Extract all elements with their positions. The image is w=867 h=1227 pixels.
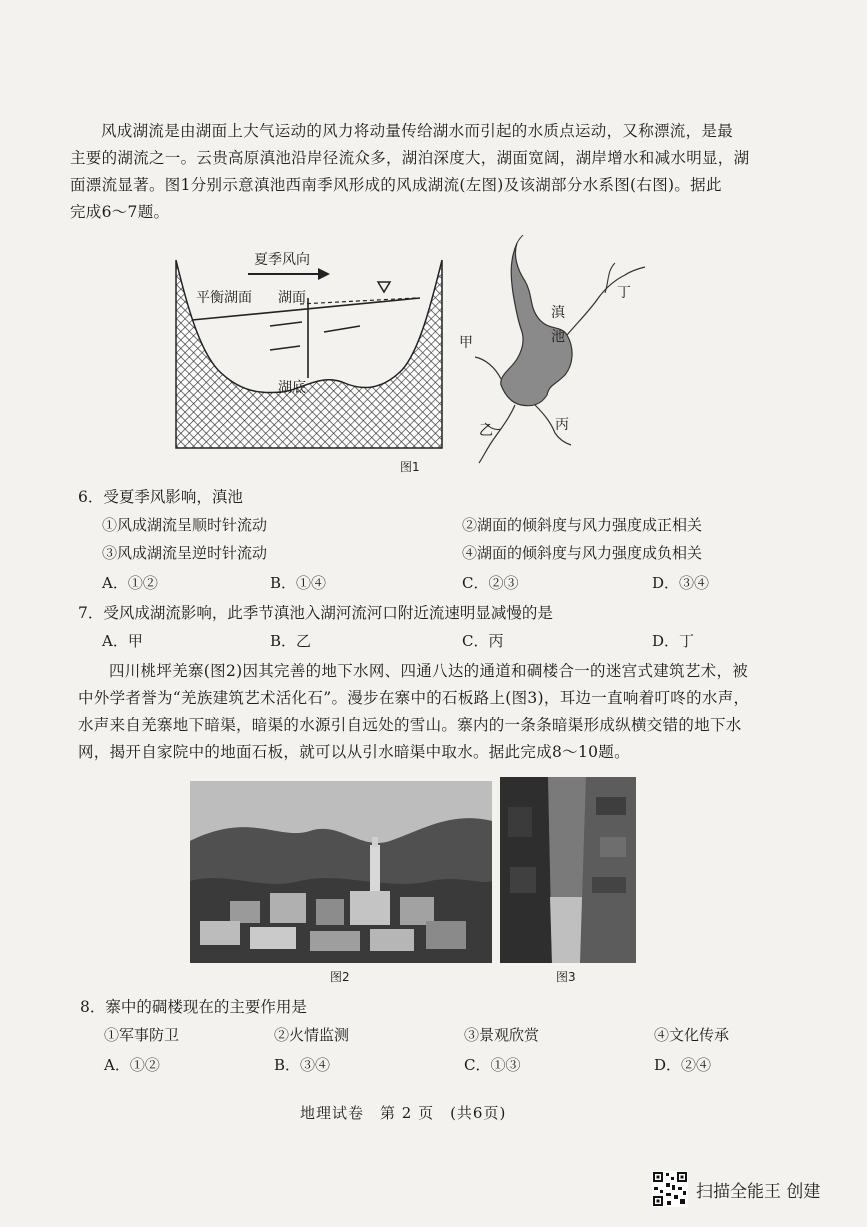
- passage-2-line: 网，揭开自家院中的地面石板，就可以从引水暗渠中取水。据此完成8～10题。: [78, 743, 630, 761]
- q6-item-4: ④湖面的倾斜度与风力强度成负相关: [462, 544, 703, 562]
- figure-1-dianchi-map: [455, 235, 655, 465]
- passage-2-line: 水声来自羌寨地下暗渠，暗渠的水源引自远处的雪山。寨内的一条条暗渠形成纵横交错的地下水: [78, 716, 742, 734]
- figure-2-photo: [190, 781, 492, 963]
- passage-2-line: 四川桃坪羌寨(图2)因其完善的地下水网、四通八达的通道和碉楼合一的迷宫式建筑艺术，被: [109, 662, 749, 680]
- q8-item-2: ②火情监测: [274, 1026, 350, 1044]
- q6-item-2: ②湖面的倾斜度与风力强度成正相关: [462, 516, 703, 534]
- alley-photo-graphic: [500, 777, 636, 963]
- q6-item-3: ③风成湖流呈逆时针流动: [102, 544, 268, 562]
- passage-2-line: 中外学者誉为“羌族建筑艺术活化石”。漫步在寨中的石板路上(图3)，耳边一直响着叮咚的水声，: [78, 689, 750, 707]
- q8-option-d[interactable]: D．②④: [654, 1056, 712, 1074]
- q6-option-b[interactable]: B．①④: [270, 574, 327, 592]
- q8-item-1: ①军事防卫: [104, 1026, 180, 1044]
- river-ding-branch: [605, 263, 615, 293]
- current-line-upper: [270, 322, 302, 326]
- bottom-label: 湖底: [278, 380, 306, 396]
- page-footer: 地理试卷 第 2 页 (共6页): [300, 1104, 507, 1122]
- q6-stem: 6．受夏季风影响，滇池: [78, 488, 243, 506]
- watermark-text: 扫描全能王 创建: [696, 1181, 821, 1202]
- figure-1-cross-section: [170, 240, 448, 452]
- q8-option-b[interactable]: B．③④: [274, 1056, 331, 1074]
- river-ding-label: 丁: [617, 285, 631, 301]
- figure-1-caption: 图1: [400, 460, 420, 474]
- q6-option-a[interactable]: A．①②: [102, 574, 158, 592]
- scanner-watermark: [652, 1171, 820, 1207]
- q6-option-d[interactable]: D．③④: [652, 574, 710, 592]
- water-level-marker: [378, 282, 390, 292]
- figure-2-caption: 图2: [330, 970, 350, 984]
- river-yi-label: 乙: [479, 423, 493, 439]
- passage-1-line: 风成湖流是由湖面上大气运动的风力将动量传给湖水而引起的水质点运动，又称漂流，是最: [101, 122, 734, 140]
- passage-1-line: 完成6～7题。: [70, 203, 170, 221]
- current-line-lower: [270, 346, 300, 350]
- dianchi-lake: [501, 243, 572, 406]
- figure-3-photo: [500, 777, 636, 963]
- river-jia: [475, 357, 501, 379]
- balance-surface-label: 平衡湖面: [196, 290, 252, 306]
- q8-item-4: ④文化传承: [654, 1026, 730, 1044]
- river-bing-label: 丙: [555, 417, 569, 433]
- current-line-right: [324, 326, 360, 332]
- q7-option-d[interactable]: D．丁: [652, 632, 695, 650]
- passage-1-line: 面漂流显著。图1分别示意滇池西南季风形成的风成湖流(左图)及该湖部分水系图(右图)。据此: [70, 176, 722, 194]
- passage-1-line: 主要的湖流之一。云贵高原滇池沿岸径流众多，湖泊深度大，湖面宽阔，湖岸增水和减水明显，湖: [70, 149, 750, 167]
- wind-arrow-head: [318, 268, 330, 280]
- q8-option-c[interactable]: C．①③: [464, 1056, 521, 1074]
- wind-label: 夏季风向: [254, 252, 310, 268]
- lake-name-char-1: 滇: [551, 305, 565, 321]
- tilted-surface-line: [300, 298, 416, 304]
- figure-3-caption: 图3: [556, 970, 576, 984]
- river-ding: [567, 267, 645, 335]
- q7-option-c[interactable]: C．丙: [462, 632, 504, 650]
- village-photo-graphic: [190, 781, 492, 963]
- qr-code-icon: [652, 1171, 688, 1207]
- passage-1: [70, 118, 810, 226]
- river-jia-label: 甲: [459, 335, 473, 351]
- lake-name-char-2: 池: [551, 329, 565, 345]
- q7-stem: 7．受风成湖流影响，此季节滇池入湖河流河口附近流速明显减慢的是: [78, 604, 553, 622]
- q8-item-3: ③景观欣赏: [464, 1026, 540, 1044]
- q8-option-a[interactable]: A．①②: [104, 1056, 160, 1074]
- river-north-inlet: [517, 235, 523, 243]
- q8-stem: 8．寨中的碉楼现在的主要作用是: [80, 998, 307, 1016]
- q6-option-c[interactable]: C．②③: [462, 574, 519, 592]
- surface-label: 湖面: [278, 290, 306, 306]
- q7-option-a[interactable]: A．甲: [102, 632, 143, 650]
- q7-option-b[interactable]: B．乙: [270, 632, 312, 650]
- q6-item-1: ①风成湖流呈顺时针流动: [102, 516, 268, 534]
- lake-basin-rock: [176, 260, 442, 448]
- passage-2: [78, 658, 813, 766]
